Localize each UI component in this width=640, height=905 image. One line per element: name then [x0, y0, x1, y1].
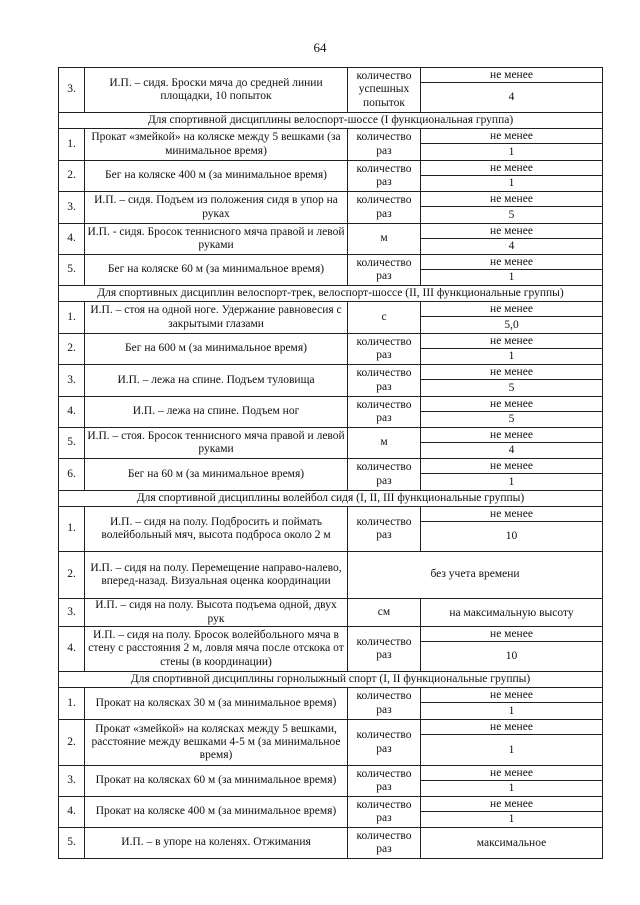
unit-line: количество: [356, 335, 412, 348]
value-qualifier: не менее: [421, 334, 602, 349]
unit-cell: [348, 828, 421, 859]
value-qualifier: не менее: [421, 428, 602, 443]
value-number: 1: [508, 350, 515, 362]
value-cell: [421, 302, 603, 334]
value-number: 1: [508, 476, 515, 488]
unit-cell: [348, 302, 421, 334]
row-number: 3.: [59, 68, 85, 113]
value-cell: [421, 397, 603, 428]
table-row: [59, 627, 603, 672]
result-merged: без учета времени: [348, 552, 603, 599]
unit-line: раз: [376, 742, 392, 755]
unit-line: раз: [376, 703, 392, 716]
table-row: [59, 507, 603, 552]
unit-cell: [348, 720, 421, 766]
value-qualifier: не менее: [421, 129, 602, 144]
test-name: И.П. – сидя на полу. Подбросить и поймать волейбольный мяч, высота подброса около 2 м: [85, 507, 348, 552]
unit-line: количество: [356, 515, 412, 528]
value-qualifier: не менее: [421, 397, 602, 412]
test-name: Прокат «змейкой» на колясках между 5 вешками, расстояние между вешками 4-5 м (за минимальное время): [85, 720, 348, 766]
test-name: Прокат «змейкой» на коляске между 5 вешками (за минимальное время): [85, 129, 348, 161]
row-number: 4.: [59, 797, 85, 828]
test-name: И.П. – сидя. Броски мяча до средней линии площадки, 10 попыток: [85, 68, 348, 113]
value-number: 5: [508, 382, 515, 394]
unit-cell: [348, 224, 421, 255]
test-name: Бег на 600 м (за минимальное время): [85, 334, 348, 365]
unit-line: количество: [356, 131, 412, 144]
section-header-row: [59, 672, 603, 688]
unit-cell: [348, 459, 421, 491]
unit-line: раз: [376, 474, 392, 487]
value-number: максимальное: [476, 837, 547, 849]
test-name: Бег на коляске 400 м (за минимальное время): [85, 161, 348, 192]
table-row: [59, 688, 603, 720]
value-cell: [421, 192, 603, 224]
unit-cell: [348, 688, 421, 720]
row-number: 5.: [59, 255, 85, 286]
test-name: И.П. – сидя на полу. Высота подъема одной, двух рук: [85, 599, 348, 627]
value-cell: [421, 599, 603, 627]
row-number: 3.: [59, 192, 85, 224]
unit-line: м: [380, 436, 388, 449]
row-number: 1.: [59, 129, 85, 161]
value-qualifier: не менее: [421, 688, 602, 703]
table-row: [59, 552, 603, 599]
table-row: [59, 428, 603, 459]
unit-cell: [348, 627, 421, 672]
test-name: И.П. - сидя. Бросок теннисного мяча правой и левой руками: [85, 224, 348, 255]
test-name: Прокат на колясках 30 м (за минимальное время): [85, 688, 348, 720]
table-row: [59, 365, 603, 397]
test-name: И.П. – сидя на полу. Перемещение направо-налево, вперед-назад. Визуальная оценка координации: [85, 552, 348, 599]
test-name: И.П. – стоя на одной ноге. Удержание равновесия с закрытыми глазами: [85, 302, 348, 334]
value-number: 10: [505, 530, 518, 542]
row-number: 6.: [59, 459, 85, 491]
value-number: 1: [508, 705, 515, 717]
value-cell: [421, 161, 603, 192]
value-qualifier: не менее: [421, 68, 602, 83]
unit-line: раз: [376, 176, 392, 188]
value-qualifier: не менее: [421, 302, 602, 317]
unit-line: количество: [356, 256, 412, 269]
unit-line: см: [377, 605, 391, 618]
unit-line: раз: [376, 781, 392, 793]
table-row: [59, 129, 603, 161]
unit-line: количество: [356, 635, 412, 648]
value-qualifier: не менее: [421, 459, 602, 474]
unit-line: успешных: [358, 83, 410, 96]
row-number: 3.: [59, 766, 85, 797]
value-number: на максимальную высоту: [449, 606, 574, 619]
test-name: И.П. – лежа на спине. Подъем ног: [85, 397, 348, 428]
value-number: 5: [508, 209, 515, 221]
row-number: 3.: [59, 599, 85, 627]
unit-line: раз: [376, 529, 392, 541]
value-cell: [421, 459, 603, 491]
row-number: 1.: [59, 507, 85, 552]
table-row: [59, 397, 603, 428]
value-number: 4: [508, 444, 515, 456]
row-number: 4.: [59, 627, 85, 672]
value-cell: [421, 507, 603, 552]
unit-line: количество: [356, 767, 412, 780]
row-number: 2.: [59, 552, 85, 599]
value-number: 1: [508, 146, 515, 158]
value-qualifier: не менее: [421, 766, 602, 781]
row-number: 2.: [59, 334, 85, 365]
unit-line: количество: [356, 162, 412, 175]
value-number: 1: [508, 271, 515, 283]
test-name: И.П. – сидя. Подъем из положения сидя в упор на руках: [85, 192, 348, 224]
test-name: Прокат на колясках 60 м (за минимальное время): [85, 766, 348, 797]
value-qualifier: не менее: [421, 797, 602, 812]
row-number: 2.: [59, 720, 85, 766]
unit-line: раз: [376, 207, 392, 220]
row-number: 5.: [59, 828, 85, 859]
value-number: 1: [508, 744, 515, 756]
section-header-row: [59, 113, 603, 129]
unit-line: раз: [376, 843, 392, 855]
unit-line: раз: [376, 380, 392, 393]
value-cell: [421, 828, 603, 859]
unit-line: количество: [356, 729, 412, 742]
value-qualifier: не менее: [421, 161, 602, 176]
value-number: 5,0: [504, 319, 519, 331]
value-number: 1: [508, 813, 515, 825]
table-row: [59, 302, 603, 334]
table-row: [59, 68, 603, 113]
unit-cell: [348, 334, 421, 365]
row-number: 1.: [59, 302, 85, 334]
unit-cell: [348, 599, 421, 627]
table-row: [59, 599, 603, 627]
unit-cell: [348, 161, 421, 192]
value-number: 1: [508, 177, 515, 189]
table-row: [59, 459, 603, 491]
unit-cell: [348, 507, 421, 552]
unit-line: количество: [356, 690, 412, 703]
value-cell: [421, 720, 603, 766]
unit-line: раз: [376, 349, 392, 361]
test-name: И.П. – лежа на спине. Подъем туловища: [85, 365, 348, 397]
row-number: 1.: [59, 688, 85, 720]
value-qualifier: не менее: [421, 224, 602, 239]
table-row: [59, 797, 603, 828]
table-row: [59, 828, 603, 859]
value-number: 5: [508, 413, 515, 425]
page-number: 64: [313, 40, 327, 55]
test-name: И.П. – стоя. Бросок теннисного мяча правой и левой руками: [85, 428, 348, 459]
unit-line: м: [380, 232, 388, 245]
value-qualifier: не менее: [421, 255, 602, 270]
section-header-row: [59, 491, 603, 507]
value-cell: [421, 627, 603, 672]
row-number: 3.: [59, 365, 85, 397]
value-cell: [421, 129, 603, 161]
value-number: 4: [508, 240, 515, 252]
row-number: 4.: [59, 224, 85, 255]
unit-line: с: [381, 310, 387, 323]
unit-cell: [348, 797, 421, 828]
unit-cell: [348, 365, 421, 397]
unit-line: раз: [376, 649, 392, 661]
value-number: 4: [508, 91, 515, 103]
table-row: [59, 224, 603, 255]
table-row: [59, 766, 603, 797]
row-number: 5.: [59, 428, 85, 459]
unit-line: количество: [356, 70, 412, 83]
section-header-row: [59, 286, 603, 302]
value-qualifier: не менее: [421, 365, 602, 380]
row-number: 2.: [59, 161, 85, 192]
value-qualifier: не менее: [421, 192, 602, 207]
unit-cell: [348, 68, 421, 113]
unit-line: количество: [356, 798, 412, 811]
unit-cell: [348, 129, 421, 161]
value-cell: [421, 688, 603, 720]
value-cell: [421, 255, 603, 286]
unit-line: количество: [356, 461, 412, 474]
table-row: [59, 720, 603, 766]
value-cell: [421, 766, 603, 797]
test-name: Прокат на коляске 400 м (за минимальное время): [85, 797, 348, 828]
section-title: Для спортивной дисциплины горнолыжный спорт (I, II функциональные группы): [59, 672, 603, 688]
section-title: Для спортивной дисциплины велоспорт-шоссе (I функциональная группа): [59, 113, 603, 129]
test-name: И.П. – сидя на полу. Бросок волейбольного мяча в стену с расстояния 2 м, ловля мяча после отскока от стены (в координации): [85, 627, 348, 672]
unit-line: попыток: [363, 96, 405, 109]
unit-line: количество: [356, 194, 412, 207]
value-qualifier: не менее: [421, 507, 602, 522]
norms-table: [58, 67, 603, 859]
value-cell: [421, 365, 603, 397]
unit-cell: [348, 766, 421, 797]
section-title: Для спортивной дисциплины волейбол сидя (I, II, III функциональные группы): [59, 491, 603, 507]
table-row: [59, 161, 603, 192]
value-cell: [421, 428, 603, 459]
value-cell: [421, 68, 603, 113]
value-cell: [421, 334, 603, 365]
table-row: [59, 192, 603, 224]
unit-line: раз: [376, 270, 392, 282]
unit-line: раз: [376, 412, 392, 424]
unit-cell: [348, 255, 421, 286]
table-row: [59, 334, 603, 365]
value-number: 10: [505, 650, 518, 662]
row-number: 4.: [59, 397, 85, 428]
unit-line: количество: [356, 829, 412, 842]
value-cell: [421, 797, 603, 828]
value-cell: [421, 224, 603, 255]
test-name: И.П. – в упоре на коленях. Отжимания: [85, 828, 348, 859]
unit-cell: [348, 397, 421, 428]
test-name: Бег на коляске 60 м (за минимальное время): [85, 255, 348, 286]
value-qualifier: не менее: [421, 720, 602, 735]
value-number: 1: [508, 782, 515, 794]
unit-line: количество: [356, 398, 412, 411]
test-name: Бег на 60 м (за минимальное время): [85, 459, 348, 491]
unit-cell: [348, 428, 421, 459]
unit-cell: [348, 192, 421, 224]
unit-line: количество: [356, 367, 412, 380]
section-title: Для спортивных дисциплин велоспорт-трек, велоспорт-шоссе (II, III функциональные группы): [59, 286, 603, 302]
unit-line: раз: [376, 812, 392, 824]
value-qualifier: не менее: [421, 627, 602, 642]
table-row: [59, 255, 603, 286]
unit-line: раз: [376, 144, 392, 157]
